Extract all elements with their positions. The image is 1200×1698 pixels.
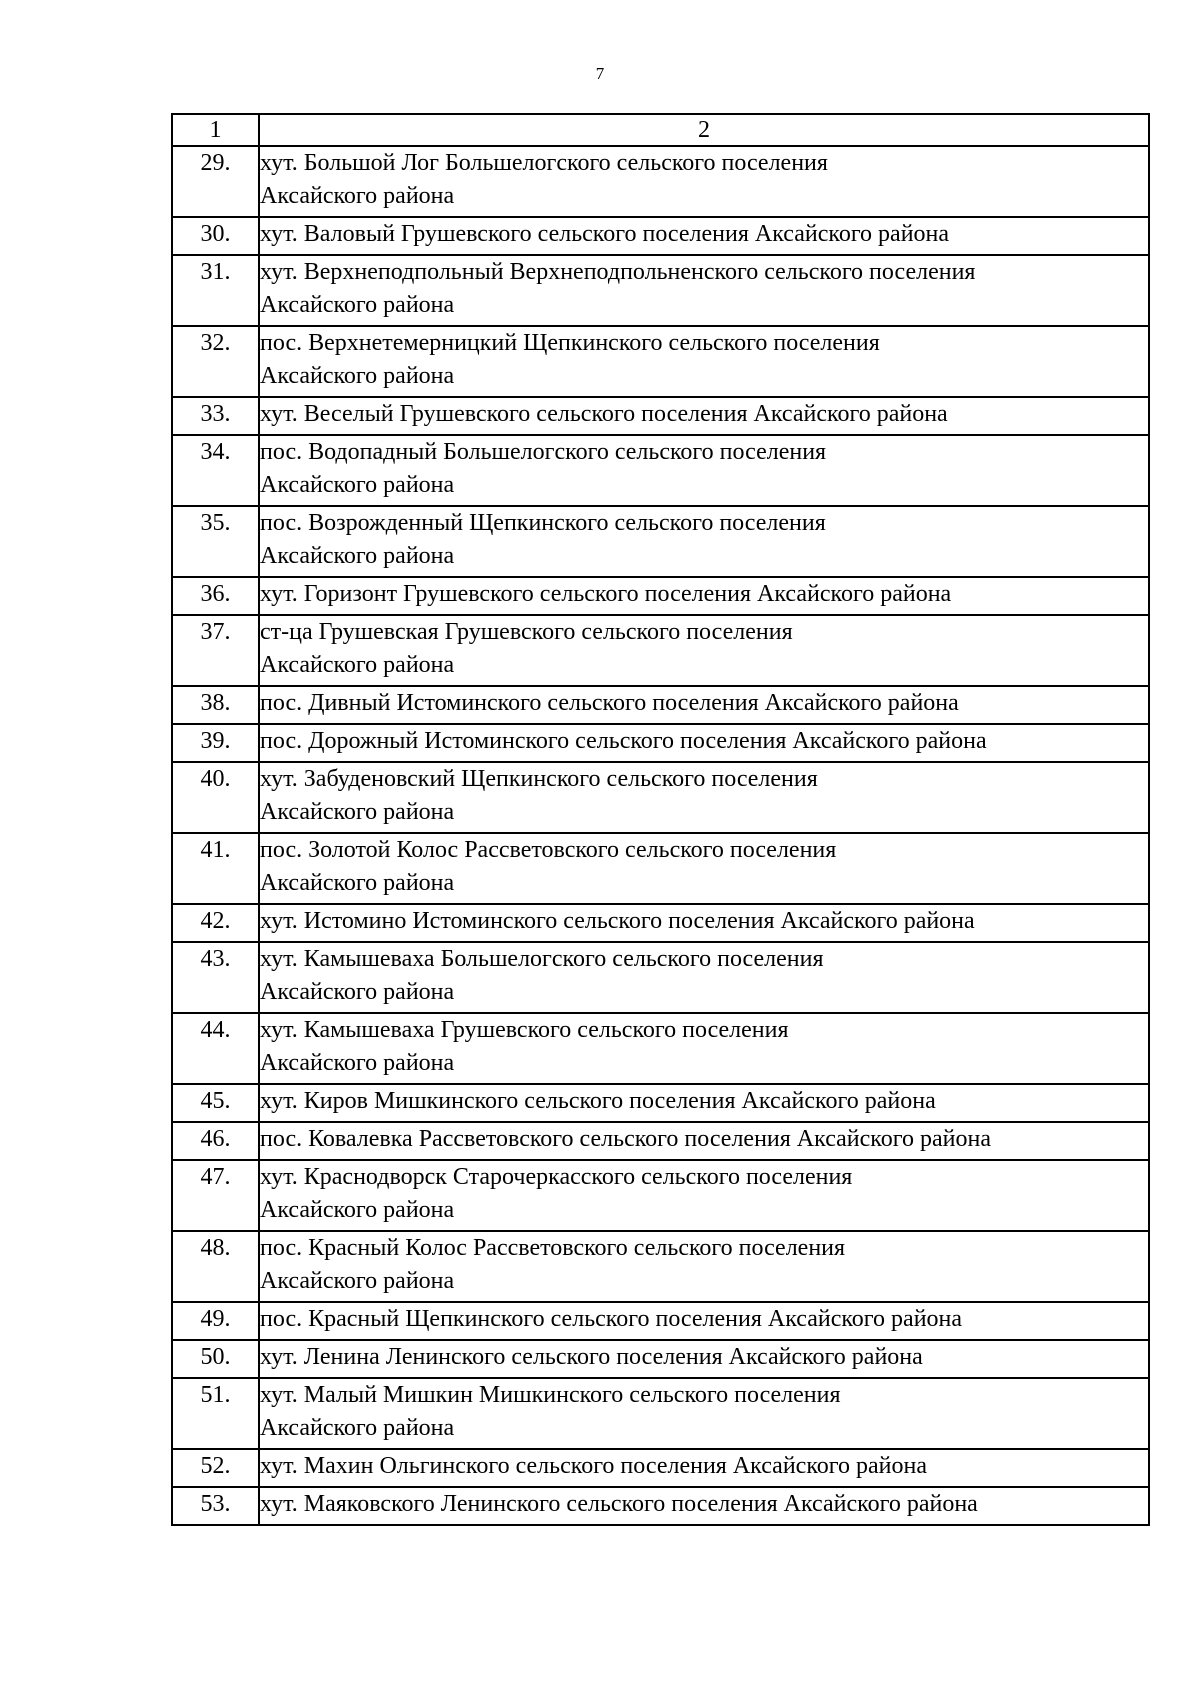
settlement-name <box>259 724 1149 762</box>
settlement-name-line: хут. Камышеваха Большелогского сельского поселения <box>260 946 824 972</box>
settlement-name-line: Аксайского района <box>260 799 455 825</box>
settlement-name <box>259 1340 1149 1378</box>
settlement-name <box>259 1378 1149 1449</box>
settlement-name <box>259 577 1149 615</box>
settlement-name-line: хут. Ленина Ленинского сельского поселения Аксайского района <box>260 1344 923 1370</box>
table-row <box>172 1084 1149 1122</box>
settlement-name-line: пос. Ковалевка Рассветовского сельского поселения Аксайского района <box>260 1126 991 1152</box>
settlement-name-line: пос. Дорожный Истоминского сельского поселения Аксайского района <box>260 728 987 754</box>
settlement-name-line: Аксайского района <box>260 543 455 569</box>
table-row <box>172 942 1149 1013</box>
table-header-row <box>172 114 1149 146</box>
settlement-name <box>259 326 1149 397</box>
table-row <box>172 1378 1149 1449</box>
settlement-name-line: пос. Возрожденный Щепкинского сельского поселения <box>260 510 826 536</box>
row-number: 45. <box>172 1084 259 1122</box>
table-row <box>172 1160 1149 1231</box>
settlement-name-line: хут. Махин Ольгинского сельского поселения Аксайского района <box>260 1453 927 1479</box>
page-number: 7 <box>595 64 605 83</box>
table-row <box>172 724 1149 762</box>
settlement-name-line: хут. Киров Мишкинского сельского поселения Аксайского района <box>260 1088 936 1114</box>
row-number: 37. <box>172 615 259 686</box>
table-row <box>172 1487 1149 1525</box>
settlement-name-line: пос. Красный Колос Рассветовского сельского поселения <box>260 1235 846 1261</box>
row-number: 44. <box>172 1013 259 1084</box>
settlement-name-line: Аксайского района <box>260 1050 455 1076</box>
settlement-name <box>259 762 1149 833</box>
row-number: 42. <box>172 904 259 942</box>
table-row <box>172 397 1149 435</box>
settlement-name-line: хут. Маяковского Ленинского сельского поселения Аксайского района <box>260 1491 978 1517</box>
settlement-name <box>259 1487 1149 1525</box>
table-row <box>172 1231 1149 1302</box>
table-row <box>172 904 1149 942</box>
settlement-name <box>259 1013 1149 1084</box>
row-number: 30. <box>172 217 259 255</box>
settlement-name-line: пос. Красный Щепкинского сельского поселения Аксайского района <box>260 1306 963 1332</box>
row-number: 51. <box>172 1378 259 1449</box>
settlement-name-line: хут. Горизонт Грушевского сельского поселения Аксайского района <box>260 581 952 607</box>
settlement-name <box>259 833 1149 904</box>
settlement-name-line: хут. Забуденовский Щепкинского сельского поселения <box>260 766 818 792</box>
row-number: 53. <box>172 1487 259 1525</box>
table-body <box>172 146 1149 1525</box>
settlement-name-line: Аксайского района <box>260 1197 455 1223</box>
settlement-name-line: хут. Валовый Грушевского сельского поселения Аксайского района <box>260 221 950 247</box>
settlement-name-line: Аксайского района <box>260 1415 455 1441</box>
table-row <box>172 146 1149 217</box>
settlement-name-line: пос. Водопадный Большелогского сельского поселения <box>260 439 827 465</box>
table-row <box>172 1122 1149 1160</box>
row-number: 48. <box>172 1231 259 1302</box>
settlement-name-line: Аксайского района <box>260 363 455 389</box>
settlement-name <box>259 686 1149 724</box>
settlement-name-line: хут. Истомино Истоминского сельского поселения Аксайского района <box>260 908 975 934</box>
table-row <box>172 435 1149 506</box>
row-number: 43. <box>172 942 259 1013</box>
row-number: 32. <box>172 326 259 397</box>
row-number: 36. <box>172 577 259 615</box>
settlement-name <box>259 255 1149 326</box>
settlement-name <box>259 146 1149 217</box>
settlement-name <box>259 217 1149 255</box>
settlement-name <box>259 1231 1149 1302</box>
settlement-name <box>259 615 1149 686</box>
settlement-name-line: ст-ца Грушевская Грушевского сельского поселения <box>260 619 793 645</box>
settlement-name-line: хут. Большой Лог Большелогского сельского поселения <box>260 150 828 176</box>
settlement-name-line: Аксайского района <box>260 292 455 318</box>
settlement-name-line: пос. Дивный Истоминского сельского поселения Аксайского района <box>260 690 959 716</box>
row-number: 50. <box>172 1340 259 1378</box>
row-number: 49. <box>172 1302 259 1340</box>
settlement-name-line: Аксайского района <box>260 979 455 1005</box>
table-row <box>172 615 1149 686</box>
table-row <box>172 255 1149 326</box>
settlement-name-line: пос. Золотой Колос Рассветовского сельского поселения <box>260 837 837 863</box>
settlement-name <box>259 904 1149 942</box>
table-row <box>172 326 1149 397</box>
table-row <box>172 506 1149 577</box>
settlement-name-line: Аксайского района <box>260 472 455 498</box>
settlement-name-line: хут. Малый Мишкин Мишкинского сельского поселения <box>260 1382 841 1408</box>
settlement-name-line: Аксайского района <box>260 870 455 896</box>
settlement-name-line: пос. Верхнетемерницкий Щепкинского сельского поселения <box>260 330 880 356</box>
row-number: 47. <box>172 1160 259 1231</box>
settlement-name <box>259 1084 1149 1122</box>
row-number: 35. <box>172 506 259 577</box>
table-row <box>172 1449 1149 1487</box>
settlement-name-line: хут. Веселый Грушевского сельского поселения Аксайского района <box>260 401 948 427</box>
settlement-name <box>259 1449 1149 1487</box>
table-row <box>172 762 1149 833</box>
row-number: 39. <box>172 724 259 762</box>
settlement-name <box>259 1302 1149 1340</box>
settlement-name-line: хут. Камышеваха Грушевского сельского поселения <box>260 1017 789 1043</box>
settlements-table <box>171 113 1150 1526</box>
settlement-name <box>259 1122 1149 1160</box>
settlement-name <box>259 397 1149 435</box>
row-number: 52. <box>172 1449 259 1487</box>
row-number: 38. <box>172 686 259 724</box>
table-row <box>172 686 1149 724</box>
settlement-name <box>259 435 1149 506</box>
row-number: 34. <box>172 435 259 506</box>
settlement-name-line: Аксайского района <box>260 183 455 209</box>
table-row <box>172 217 1149 255</box>
settlement-name <box>259 1160 1149 1231</box>
settlement-name <box>259 942 1149 1013</box>
settlement-name-line: хут. Краснодворск Старочеркасского сельского поселения <box>260 1164 853 1190</box>
row-number: 40. <box>172 762 259 833</box>
row-number: 41. <box>172 833 259 904</box>
table-row <box>172 577 1149 615</box>
table-row <box>172 1013 1149 1084</box>
table-row <box>172 833 1149 904</box>
row-number: 46. <box>172 1122 259 1160</box>
row-number: 33. <box>172 397 259 435</box>
column-header-1: 1 <box>172 114 259 146</box>
table-row <box>172 1302 1149 1340</box>
settlement-name-line: Аксайского района <box>260 1268 455 1294</box>
settlement-name-line: хут. Верхнеподпольный Верхнеподпольненского сельского поселения <box>260 259 976 285</box>
column-header-2: 2 <box>259 114 1149 146</box>
table-row <box>172 1340 1149 1378</box>
row-number: 31. <box>172 255 259 326</box>
settlement-name-line: Аксайского района <box>260 652 455 678</box>
row-number: 29. <box>172 146 259 217</box>
settlement-name <box>259 506 1149 577</box>
